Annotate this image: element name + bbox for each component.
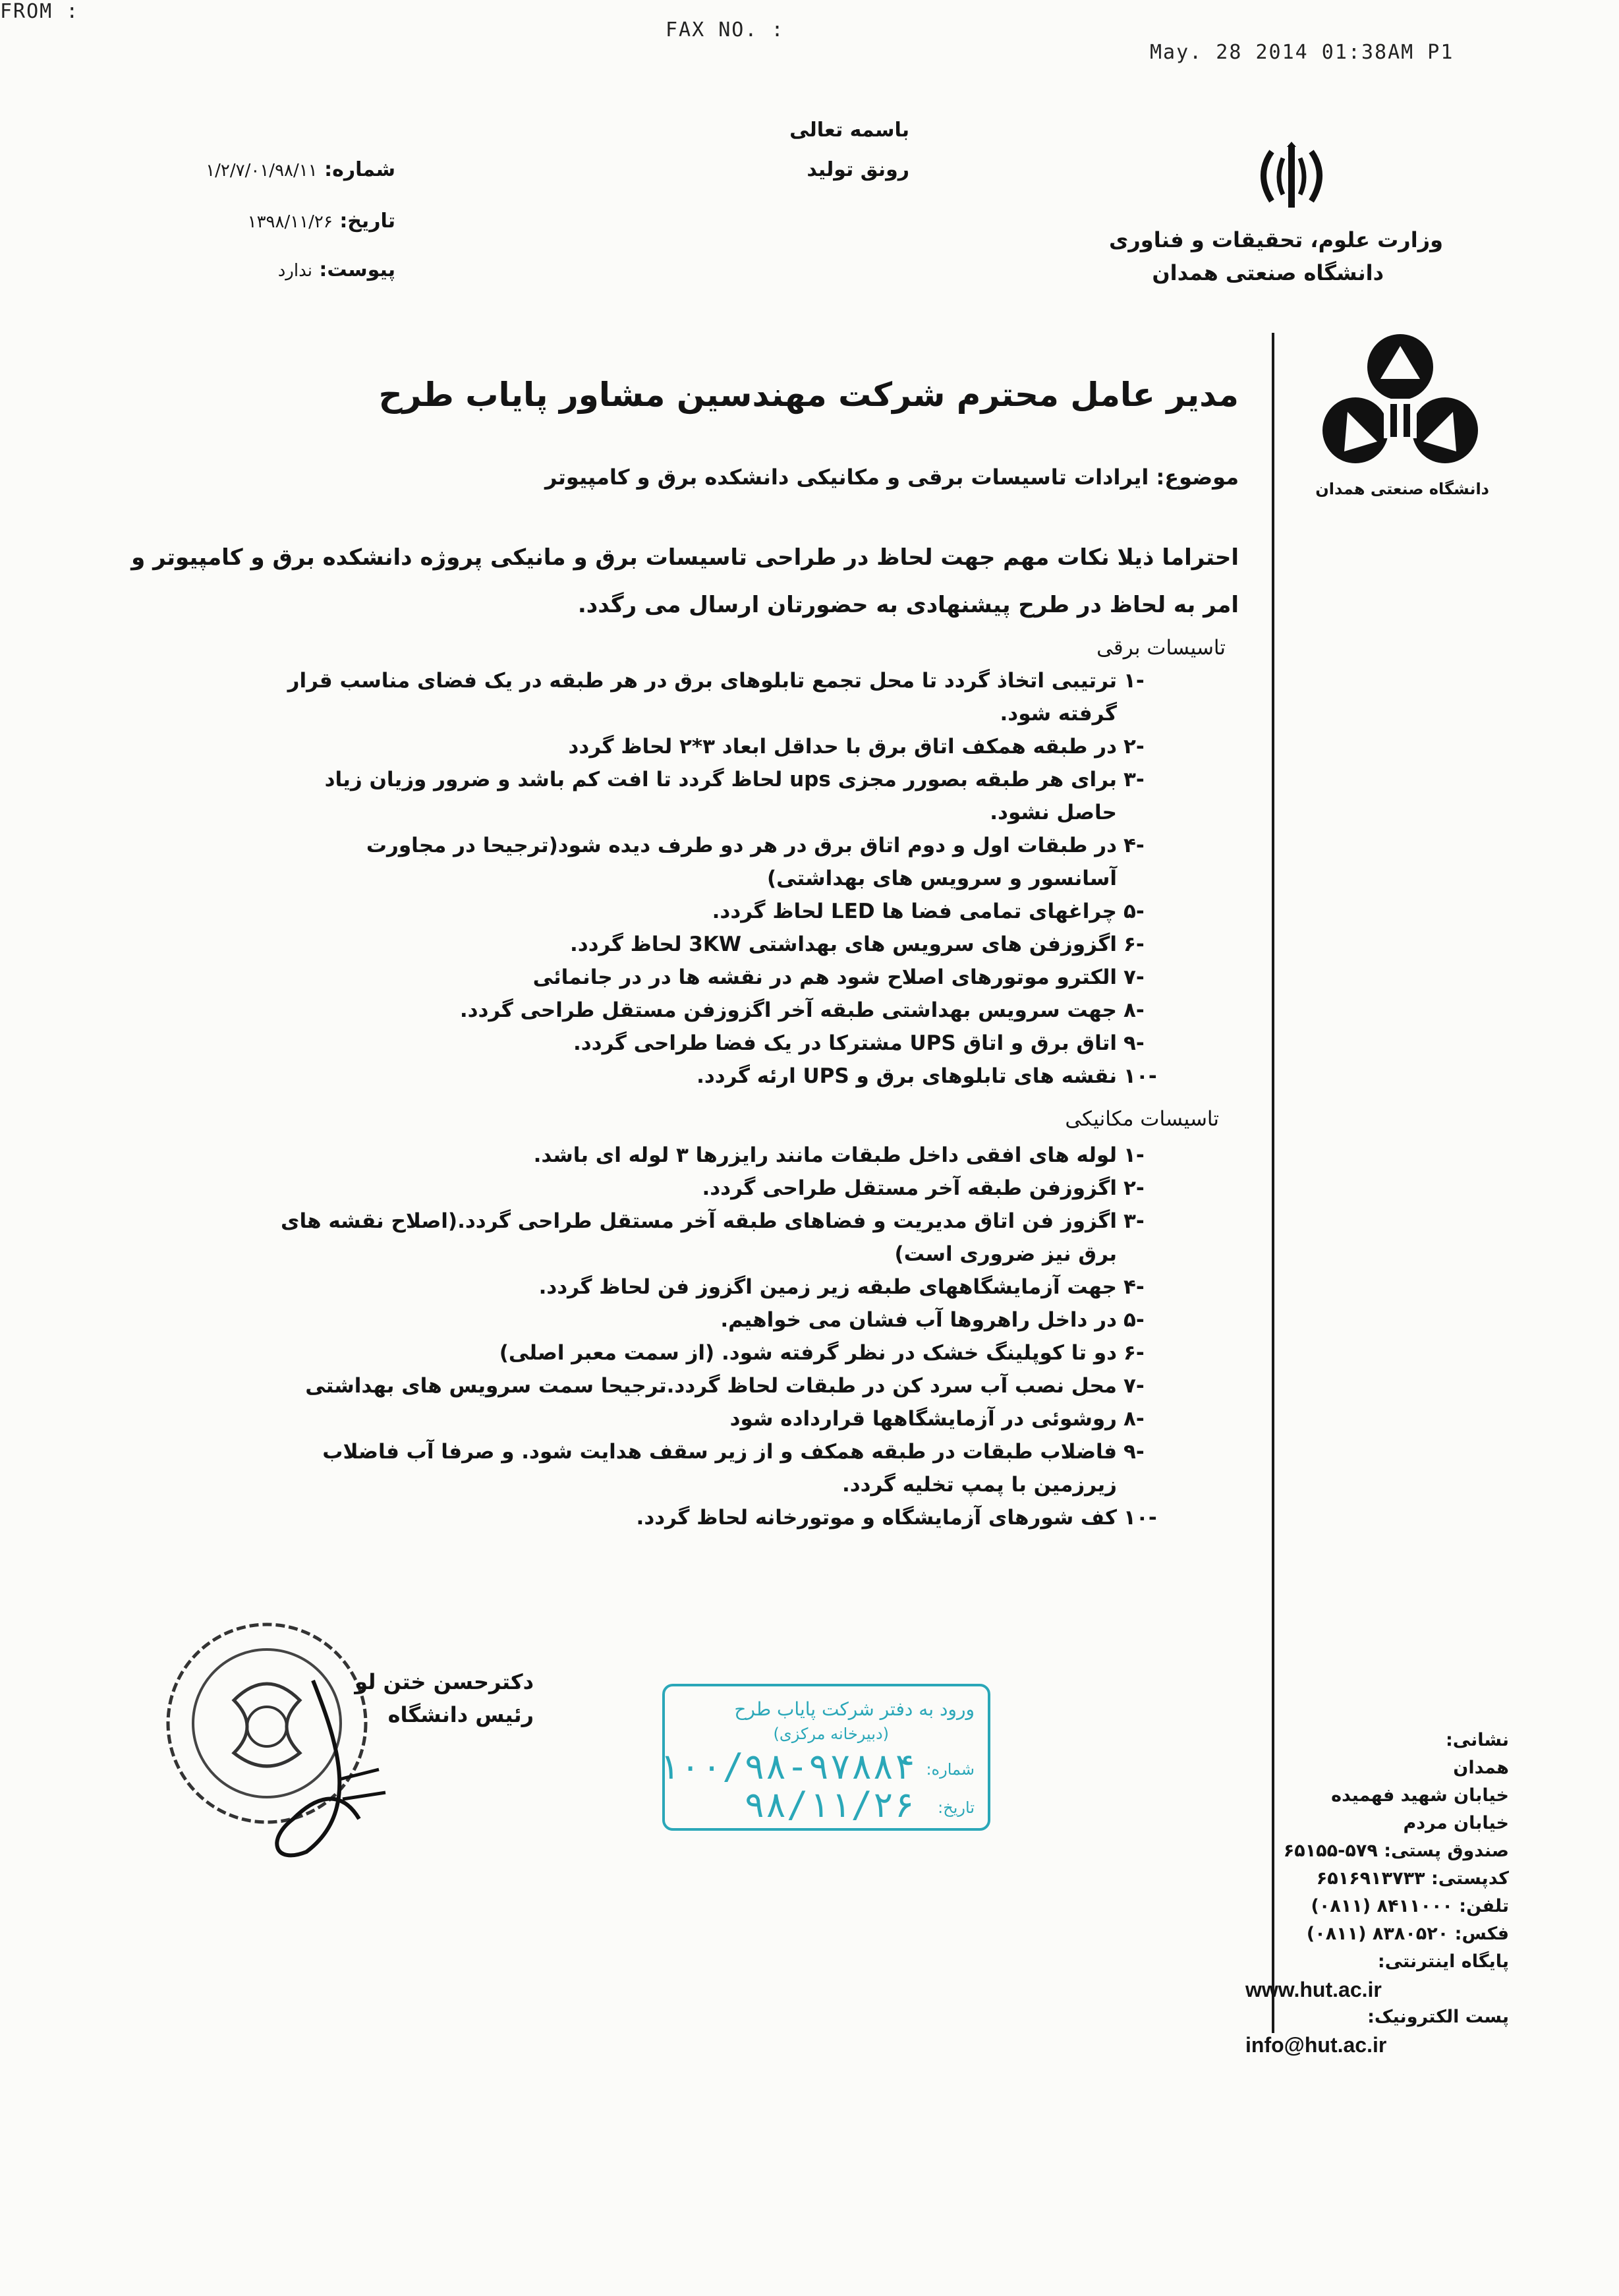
- subject-label: موضوع:: [1156, 465, 1239, 490]
- list-item: -۱ ترتیبی اتخاذ گردد تا محل تجمع تابلوهای برق در هر طبقه در یک فضای مناسب قرار گرفته شود.: [287, 669, 1145, 726]
- official-seal-icon: [142, 1601, 418, 1865]
- fax-timestamp: May. 28 2014 01:38AM P1: [1150, 41, 1454, 64]
- list-item: -۱۰ کف شورهای آزمایشگاه و موتورخانه لحاظ گردد.: [636, 1506, 1157, 1530]
- website-label: پایگاه اینترنتی:: [1377, 1951, 1509, 1972]
- list-item: -۳ برای هر طبقه بصورر مجزی ups لحاظ گردد تا افت کم باشد و ضرور وزیان زیاد حاصل نشود.: [324, 768, 1145, 824]
- ministry-name: وزارت علوم، تحقیقات و فناوری: [1109, 227, 1443, 252]
- list-item: -۶ اگزوزفن های سرویس های بهداشتی 3KW لحاظ گردد.: [569, 933, 1145, 956]
- list-item: -۹ اتاق برق و اتاق UPS مشترکا در یک فضا طراحی گردد.: [573, 1031, 1145, 1055]
- received-stamp-number-label: شماره:: [926, 1760, 975, 1779]
- list-item: -۱۰ نقشه های تابلوهای برق و UPS ارئه گردد.: [696, 1064, 1157, 1088]
- address-label: نشانی:: [1445, 1730, 1509, 1750]
- received-stamp-subtitle: (دبیرخانه مرکزی): [773, 1725, 889, 1743]
- list-item: -۵ در داخل راهروها آب فشان می خواهیم.: [720, 1308, 1145, 1332]
- signer-name: دکترحسن ختن لو: [355, 1669, 534, 1694]
- received-stamp: [658, 1684, 990, 1831]
- letter-attachment: [152, 258, 395, 281]
- list-item: -۸ جهت سرویس بهداشتی طبقه آخر اگزوزفن مستقل طراحی گردد.: [459, 998, 1145, 1022]
- postal-code: کدپستی: ۶۵۱۶۹۱۳۷۳۳: [1316, 1868, 1509, 1889]
- letter-date-label: تاریخ:: [339, 210, 395, 233]
- mechanical-heading: تاسیسات مکانیکی: [1065, 1107, 1219, 1131]
- subject-text: ایرادات تاسیسات برقی و مکانیکی دانشکده برق و کامپیوتر: [544, 465, 1149, 490]
- list-item: -۷ محل نصب آب سرد کن در طبقات لحاظ گردد.ترجیحا سمت سرویس های بهداشتی: [305, 1374, 1145, 1398]
- mechanical-list: [277, 1139, 1163, 1534]
- phone: تلفن: ۸۴۱۱۰۰۰ (۰۸۱۱): [1311, 1896, 1509, 1916]
- university-logo-icon: [1315, 326, 1486, 478]
- fax: فکس: ۸۳۸۰۵۲۰ (۰۸۱۱): [1306, 1924, 1509, 1944]
- motto: رونق تولید: [807, 158, 909, 181]
- signer-title: رئیس دانشگاه: [387, 1702, 534, 1727]
- received-stamp-date-label: تاریخ:: [938, 1798, 975, 1817]
- logo-caption: دانشگاه صنعتی همدان: [1315, 480, 1489, 498]
- list-item: -۹ فاضلاب طبقات در طبقه همکف و از زیر سقف هدایت شود. و صرفا آب فاضلاب زیرزمین با پمپ تخلیه گردد.: [322, 1440, 1145, 1497]
- fax-number: FAX NO. :: [666, 18, 785, 42]
- letter-date-value: ۱۳۹۸/۱۱/۲۶: [247, 212, 333, 232]
- electrical-list: [277, 664, 1163, 1093]
- list-item: -۸ روشوئی در آزمایشگاهها قرارداده شود: [729, 1407, 1145, 1431]
- website-link[interactable]: www.hut.ac.ir: [1245, 1978, 1382, 2001]
- address-line: خیابان شهید فهمیده: [1331, 1785, 1509, 1806]
- list-item: -۵ چراغهای تمامی فضا ها LED لحاظ گردد.: [712, 900, 1145, 923]
- letter-date: [152, 210, 395, 233]
- letter-attachment-label: پیوست:: [319, 258, 395, 281]
- email-label: پست الکترونیک:: [1367, 2007, 1509, 2027]
- letter-number: [152, 158, 395, 181]
- received-stamp-number: ۱۰۰/۹۸-۹۷۸۸۴: [658, 1746, 915, 1787]
- letter-attachment-value: ندارد: [277, 261, 312, 281]
- letter-number-label: شماره:: [324, 158, 395, 181]
- list-item: -۲ اگزوزفن طبقه آخر مستقل طراحی گردد.: [702, 1176, 1145, 1200]
- address-line: همدان: [1453, 1758, 1509, 1778]
- recipient: مدیر عامل محترم شرکت مهندسین مشاور پایاب طرح: [378, 376, 1239, 414]
- list-item: -۷ الکترو موتورهای اصلاح شود هم در نقشه ها در در جانمائی: [532, 965, 1145, 989]
- electrical-heading: تاسیسات برقی: [1096, 636, 1226, 660]
- received-stamp-date: ۹۸/۱۱/۲۶: [743, 1784, 915, 1825]
- list-item: -۴ جهت آزمایشگاههای طبقه زیر زمین اگزوز فن لحاظ گردد.: [538, 1275, 1145, 1299]
- iran-emblem-icon: [1249, 142, 1334, 214]
- letter-number-value: ۱/۲/۷/۰۱/۹۸/۱۱: [206, 161, 318, 181]
- list-item: -۳ اگزوز فن اتاق مدیریت و فضاهای طبقه آخر مستقل طراحی گردد.(اصلاح نقشه های برق نیز ضروری است): [281, 1209, 1145, 1266]
- list-item: -۱ لوله های افقی داخل طبقات مانند رایزرها ۳ لوله ای باشد.: [533, 1143, 1145, 1167]
- university-name: دانشگاه صنعتی همدان: [1152, 260, 1384, 285]
- invocation: باسمه تعالی: [789, 119, 909, 142]
- subject-line: [514, 465, 1239, 490]
- list-item: -۴ در طبقات اول و دوم اتاق برق در هر دو طرف دیده شود(ترجیحا در مجاورت آسانسور و سرویس های بهداشتی): [366, 834, 1145, 890]
- list-item: -۲ در طبقه همکف اتاق برق با حداقل ابعاد ۳*۲ لحاظ گردد: [568, 735, 1145, 759]
- contact-info: [1245, 1727, 1509, 2059]
- received-stamp-title: ورود به دفتر شرکت پایاب طرح: [734, 1698, 975, 1720]
- po-box: صندوق پستی: ۵۷۹-۶۵۱۵۵: [1283, 1841, 1509, 1861]
- intro-paragraph: احتراما ذیلا نکات مهم جهت لحاظ در طراحی تاسیسات برق و مانیکی پروژه دانشکده برق و کامپیوتر و امر به لحاظ در طرح پیشنهادی به حضورتان ارسال می رگدد.: [131, 544, 1239, 618]
- fax-from: FROM :: [0, 0, 80, 23]
- address-line: خیابان مردم: [1403, 1813, 1509, 1833]
- list-item: -۶ دو تا کوپلینگ خشک در نظر گرفته شود. (از سمت معبر اصلی): [499, 1341, 1145, 1365]
- email-link[interactable]: info@hut.ac.ir: [1245, 2033, 1387, 2057]
